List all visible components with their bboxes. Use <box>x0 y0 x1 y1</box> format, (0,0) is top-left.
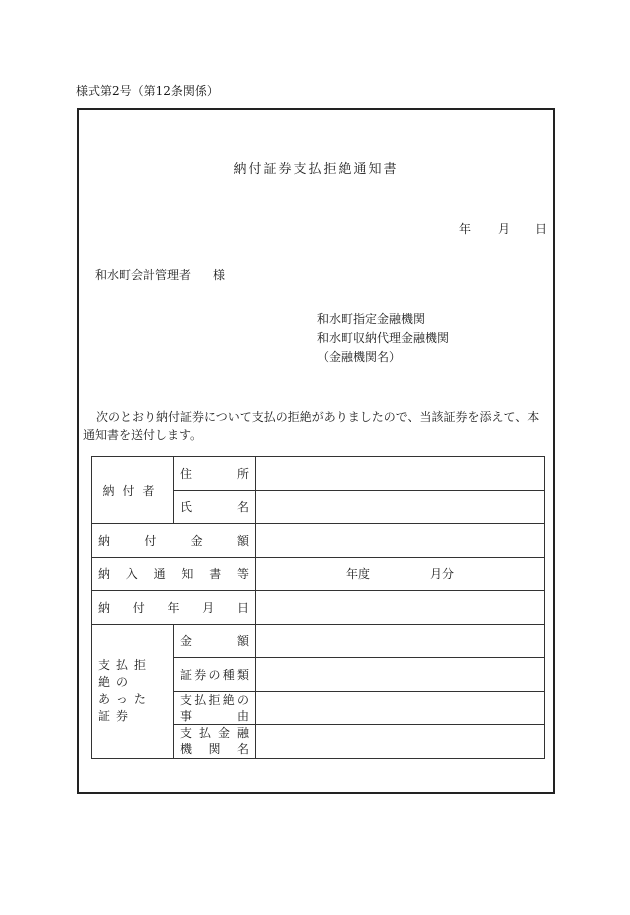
month-portion-label: 月分 <box>430 567 455 582</box>
type-value[interactable] <box>256 658 545 692</box>
address-value[interactable] <box>256 457 545 491</box>
table-row <box>92 624 545 658</box>
reason-line-1: 支払拒絶の <box>180 692 249 707</box>
payment-date-value[interactable] <box>256 591 545 625</box>
amount-paid-label: 納付金額 <box>92 524 256 558</box>
institution-line-2: 機関名 <box>180 742 249 757</box>
table-row <box>92 557 545 591</box>
payment-date-label: 納付年月日 <box>92 591 256 625</box>
notice-label: 納入通知書等 <box>92 557 256 591</box>
notice-value[interactable] <box>256 557 545 591</box>
institution-line-1: 支払金融 <box>180 726 249 741</box>
amount-value[interactable] <box>256 624 545 658</box>
institution-value[interactable] <box>256 725 545 759</box>
payer-label: 納付者 <box>92 457 174 524</box>
date-year-label: 年 <box>459 222 472 236</box>
rejected-securities-label <box>92 624 174 758</box>
addressee-name: 和水町会計管理者 <box>95 268 192 282</box>
institution-label <box>174 725 256 759</box>
sender-line: （金融機関名） <box>317 350 402 364</box>
body-text: 次のとおり納付証券について支払の拒絶がありましたので、当該証券を添えて、本通知書を送付します。 <box>83 410 540 442</box>
form-number: 様式第2号（第12条関係） <box>76 84 219 98</box>
sender-block <box>317 310 449 367</box>
address-label: 住所 <box>174 457 256 491</box>
sender-line: 和水町収納代理金融機関 <box>317 331 450 345</box>
document-frame <box>77 108 555 794</box>
table-row <box>92 457 545 491</box>
document-title: 納付証券支払拒絶通知書 <box>233 162 399 177</box>
reason-label <box>174 691 256 725</box>
table-row <box>92 591 545 625</box>
name-label: 氏名 <box>174 490 256 524</box>
addressee-honorific: 様 <box>213 268 226 282</box>
sender-line: 和水町指定金融機関 <box>317 312 426 326</box>
amount-label: 金額 <box>174 624 256 658</box>
rejected-line-2: あった証券 <box>98 692 152 723</box>
reason-value[interactable] <box>256 691 545 725</box>
date-day-label: 日 <box>535 222 548 236</box>
addressee <box>95 266 225 283</box>
amount-paid-value[interactable] <box>256 524 545 558</box>
fiscal-year-label: 年度 <box>345 567 370 582</box>
rejected-line-1: 支払拒絶の <box>98 658 153 689</box>
table-row <box>92 524 545 558</box>
date-month-label: 月 <box>498 222 511 236</box>
notice-table <box>91 456 545 759</box>
type-label: 証券の種類 <box>174 658 256 692</box>
name-value[interactable] <box>256 490 545 524</box>
reason-line-2: 事由 <box>180 708 249 723</box>
